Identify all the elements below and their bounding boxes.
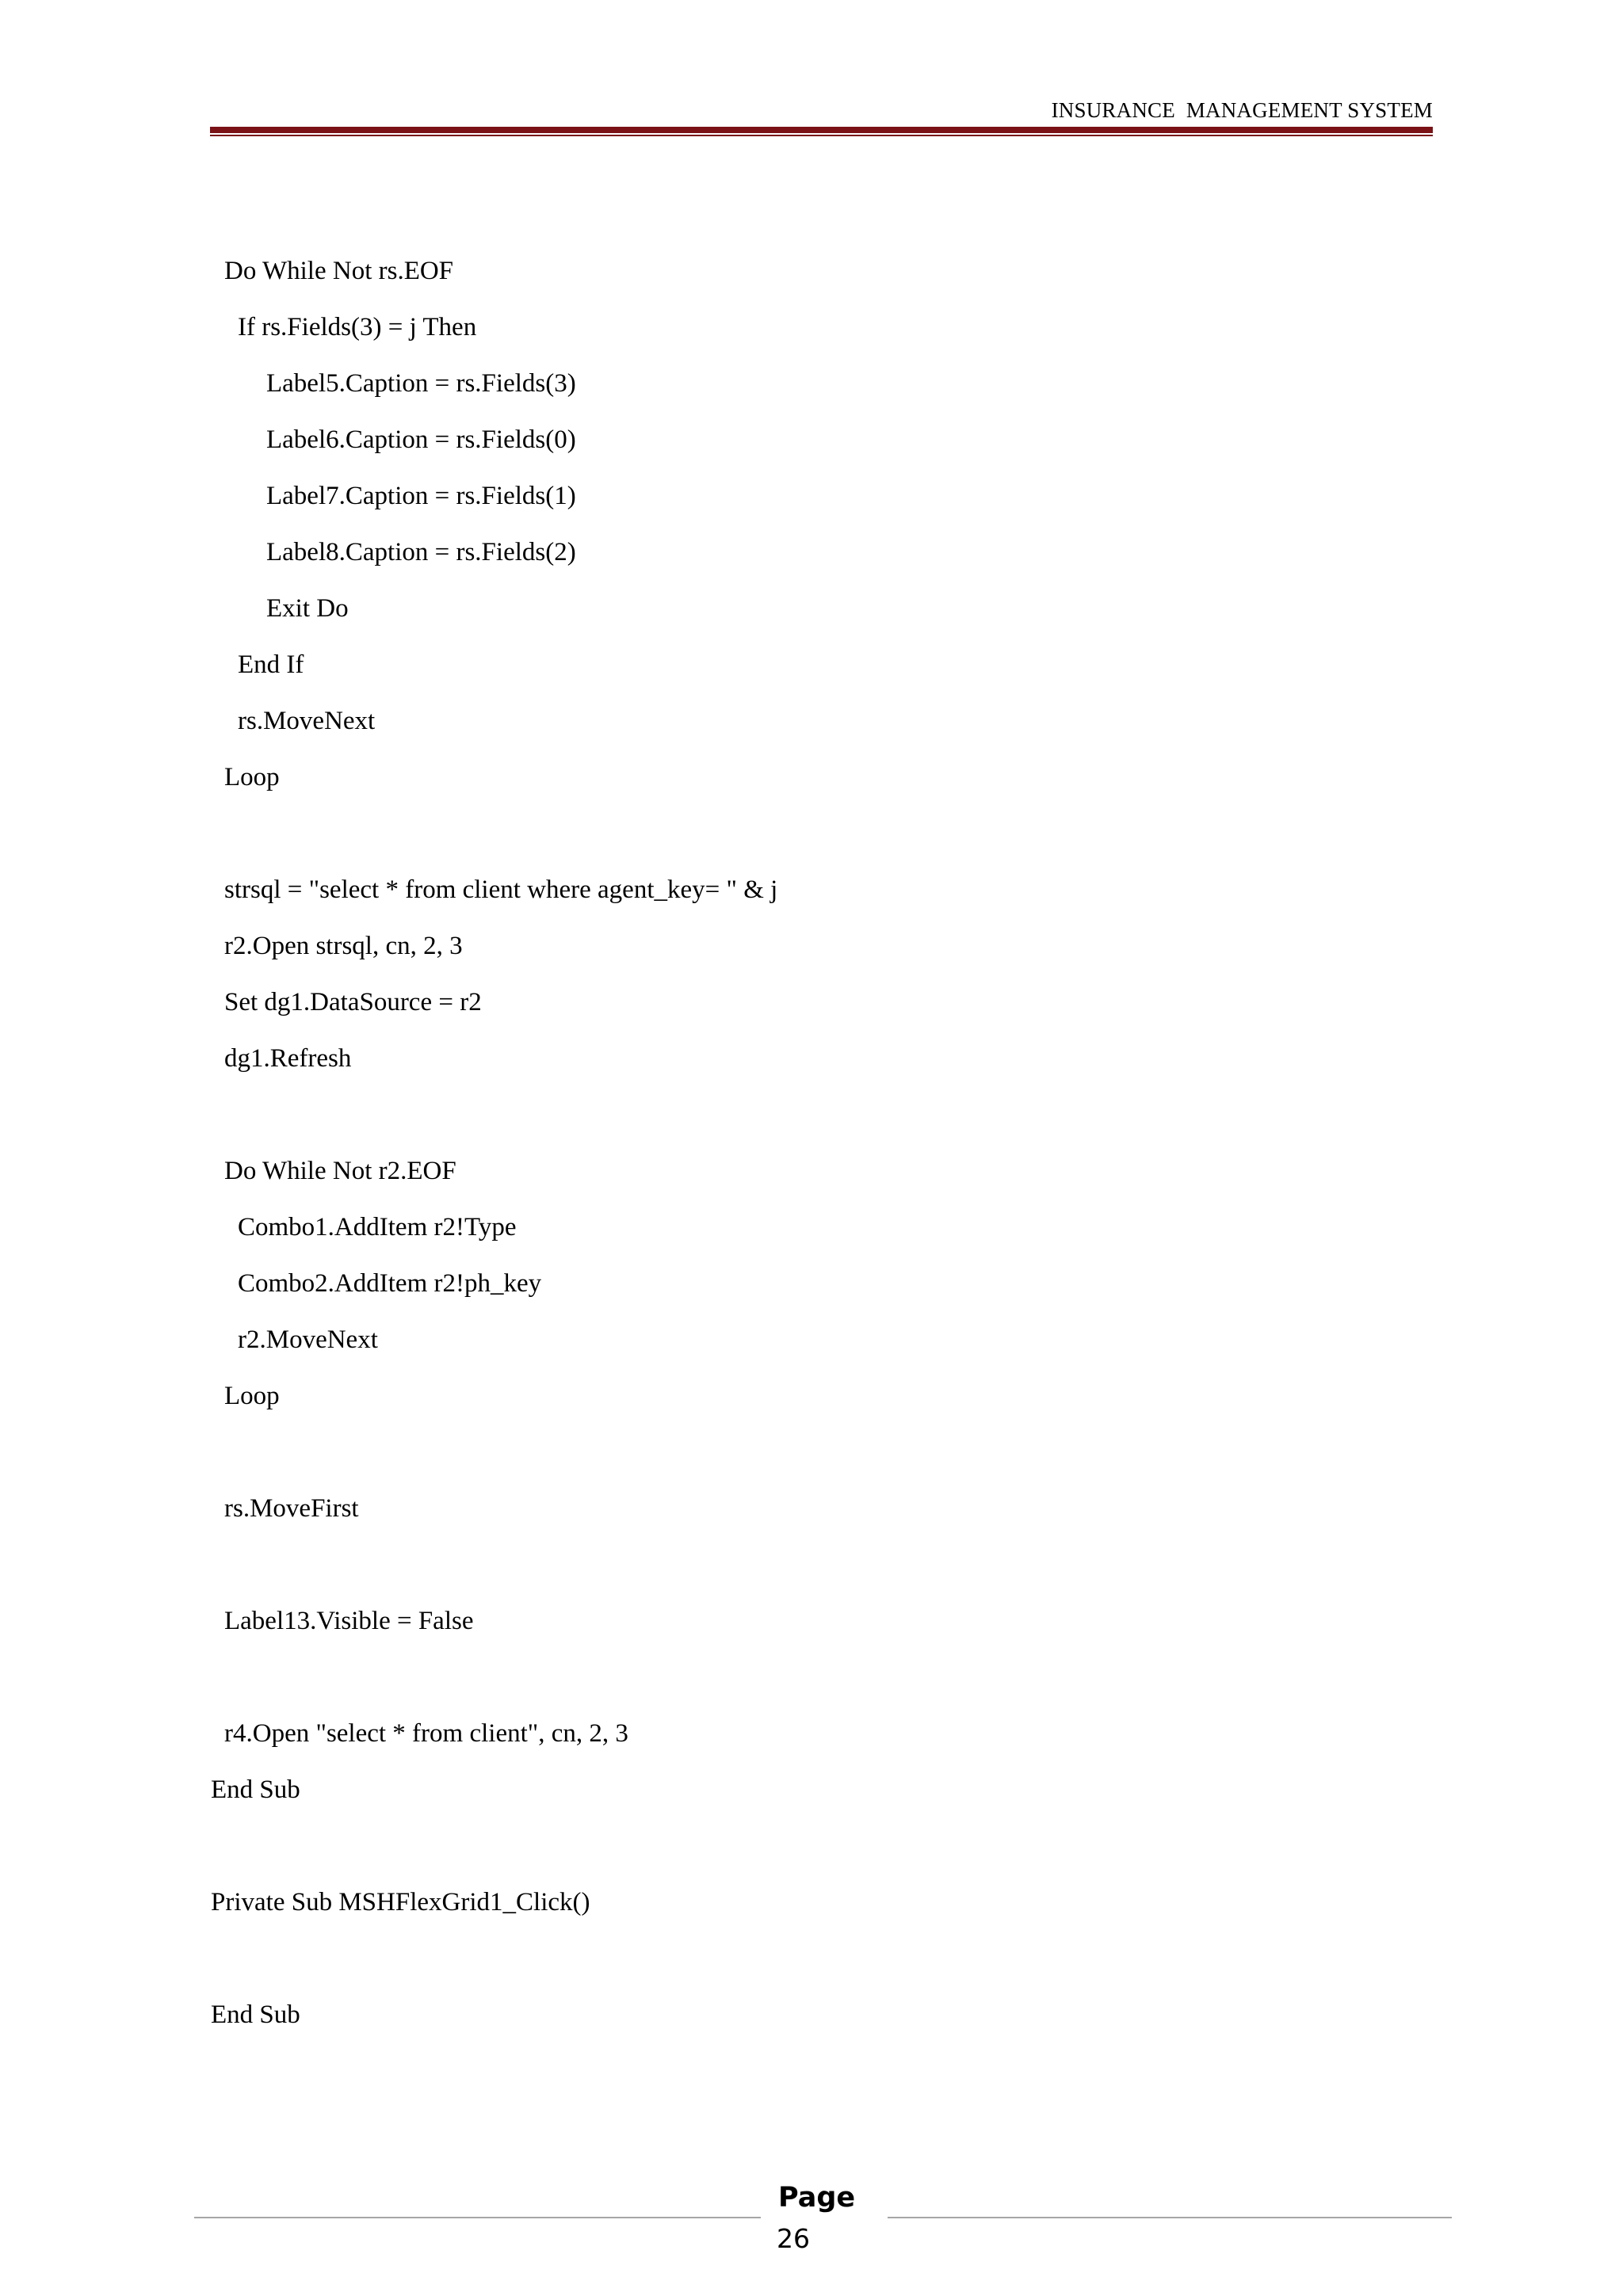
footer-page-number: 26 [777,2223,810,2254]
code-line: Do While Not r2.EOF [224,1157,456,1185]
code-line: Exit Do [266,594,349,623]
code-line: Label7.Caption = rs.Fields(1) [266,482,576,510]
code-line: rs.MoveNext [238,707,376,735]
code-line: End If [238,650,304,679]
code-line: Set dg1.DataSource = r2 [224,988,482,1016]
code-line: End Sub [211,1775,300,1804]
code-line: Label8.Caption = rs.Fields(2) [266,538,576,566]
code-line: Combo2.AddItem r2!ph_key [238,1269,542,1298]
footer-page-label: Page [778,2182,856,2214]
code-line: r4.Open "select * from client", cn, 2, 3 [224,1719,628,1748]
code-line: rs.MoveFirst [224,1494,359,1523]
code-line: strsql = "select * from client where agent_key= " & j [224,875,778,904]
footer-rule-left [194,2217,761,2218]
code-line: Loop [224,1382,280,1410]
header-rule [210,127,1433,133]
header-rule-thin [210,135,1433,136]
code-line: Combo1.AddItem r2!Type [238,1213,517,1241]
code-line: Label6.Caption = rs.Fields(0) [266,425,576,454]
code-line: Label13.Visible = False [224,1607,474,1635]
code-line: Do While Not rs.EOF [224,257,454,285]
code-line: Private Sub MSHFlexGrid1_Click() [211,1888,590,1917]
code-line: dg1.Refresh [224,1044,352,1073]
code-line: End Sub [211,2000,300,2029]
code-line: Label5.Caption = rs.Fields(3) [266,369,576,398]
document-header-title: INSURANCE MANAGEMENT SYSTEM [1051,98,1433,122]
code-line: Loop [224,763,280,791]
code-line: If rs.Fields(3) = j Then [238,313,477,341]
code-line: r2.Open strsql, cn, 2, 3 [224,932,463,960]
footer-rule-right [888,2217,1452,2218]
code-line: r2.MoveNext [238,1325,378,1354]
